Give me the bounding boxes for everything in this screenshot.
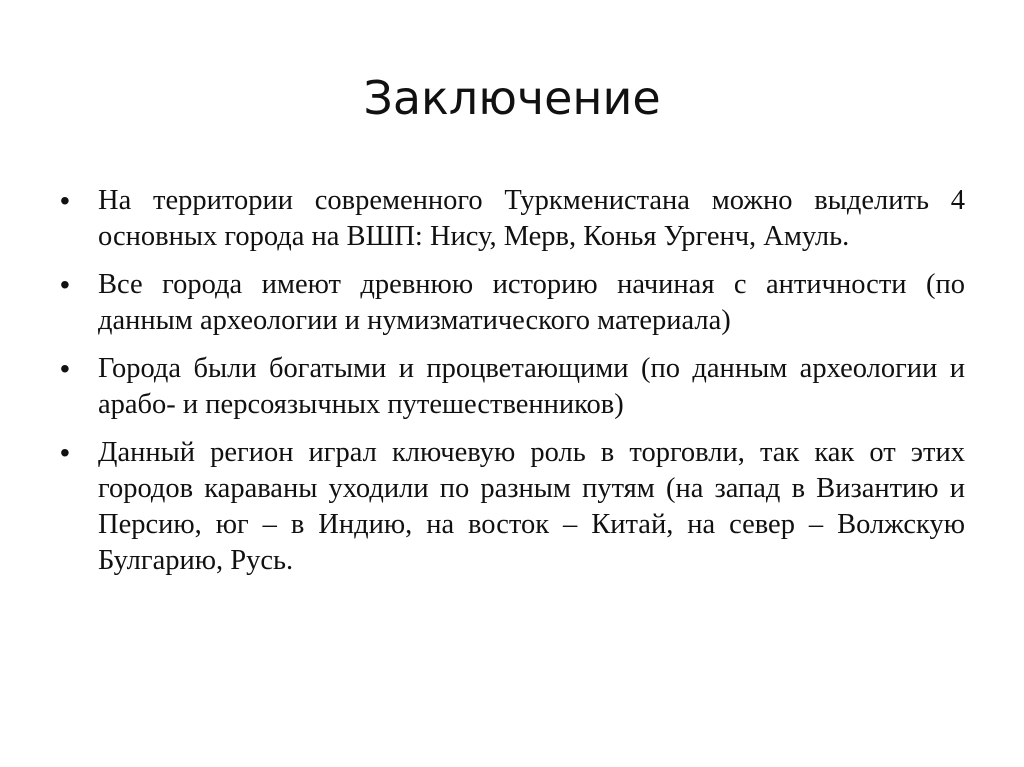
- bullet-item: [60, 351, 965, 423]
- slide-title: Заключение: [363, 71, 661, 125]
- bullet-item: [60, 435, 965, 579]
- bullet-item: [60, 183, 965, 255]
- bullet-item: [60, 267, 965, 339]
- bullet-dot-icon: •: [60, 353, 70, 384]
- bullet-dot-icon: •: [60, 437, 70, 468]
- bullet-text: На территории современного Туркменистана можно выделить 4 основных города на ВШП: Нису, Мерв, Конья Ургенч, Амуль.: [98, 185, 965, 252]
- bullet-text: Все города имеют древнюю историю начиная с античности (по данным археологии и нумизматического материала): [98, 269, 965, 336]
- bullet-text: Данный регион играл ключевую роль в торговли, так как от этих городов караваны уходили по разным путям (на запад в Византию и Персию, юг – в Индию, на восток – Китай, на север – Волжскую Булгарию, Русь.: [98, 437, 965, 576]
- bullet-list: [60, 183, 965, 591]
- bullet-text: Города были богатыми и процветающими (по данным археологии и арабо- и персоязычных путешественников): [98, 353, 965, 420]
- bullet-dot-icon: •: [60, 269, 70, 300]
- bullet-dot-icon: •: [60, 185, 70, 216]
